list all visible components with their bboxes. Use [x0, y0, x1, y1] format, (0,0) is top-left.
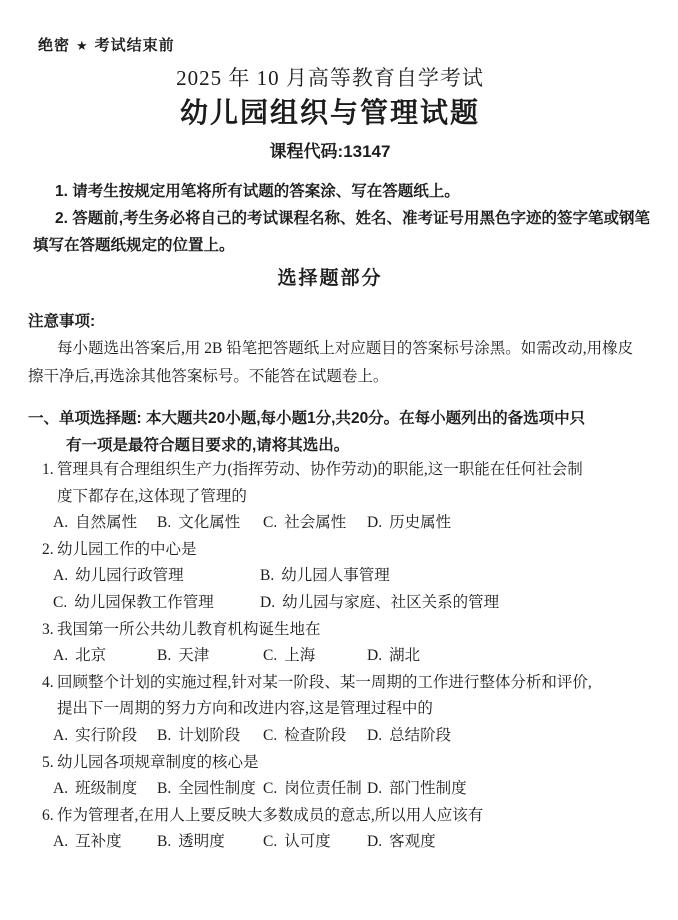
option-letter: B.: [157, 833, 172, 851]
option-text: 天津: [178, 647, 210, 665]
option-text: 幼儿园与家庭、社区关系的管理: [282, 593, 500, 611]
option-letter: A.: [53, 514, 69, 532]
option-text: 幼儿园行政管理: [75, 567, 184, 585]
question-1: [28, 457, 668, 484]
option-text: 湖北: [389, 647, 421, 665]
option-text: 文化属性: [178, 514, 241, 532]
option-d: [367, 776, 467, 803]
question-5: [28, 750, 668, 777]
option-d: [367, 723, 451, 750]
option-text: 岗位责任制: [284, 780, 362, 798]
option-letter: D.: [367, 780, 383, 798]
option-d: [260, 590, 499, 617]
option-b: [260, 563, 390, 590]
question-4: [28, 670, 668, 697]
option-letter: D.: [260, 593, 276, 611]
part-one-heading: [28, 406, 653, 459]
question-text: 幼儿园工作的中心是: [57, 540, 197, 558]
option-letter: A.: [53, 567, 69, 585]
option-letter: A.: [53, 726, 69, 744]
question-3: [28, 617, 668, 644]
option-b: [157, 510, 263, 537]
option-text: 上海: [284, 647, 316, 665]
option-letter: B.: [260, 567, 275, 585]
security-label: 绝密: [38, 37, 71, 54]
question-2: [28, 537, 668, 564]
question-number: 1.: [42, 461, 54, 478]
instruction-line-1: 1. 请考生按规定用笔将所有试题的答案涂、写在答题纸上。: [55, 183, 460, 200]
option-d: [367, 510, 451, 537]
question-1-text-continued: 度下都存在,这体现了管理的: [57, 487, 247, 505]
option-letter: D.: [367, 833, 383, 851]
option-letter: C.: [263, 514, 278, 532]
question-text: 回顾整个计划的实施过程,针对某一阶段、某一周期的工作进行整体分析和评价,: [57, 673, 592, 691]
option-letter: C.: [263, 833, 278, 851]
option-c: [263, 643, 367, 670]
option-a: [53, 563, 260, 590]
question-number: 4.: [42, 673, 54, 691]
question-text: 幼儿园各项规章制度的核心是: [57, 753, 259, 771]
option-d: [367, 643, 420, 670]
option-text: 自然属性: [75, 514, 138, 532]
option-letter: C.: [53, 593, 68, 611]
question-list: [28, 457, 668, 856]
option-text: 部门性制度: [389, 780, 467, 798]
option-letter: C.: [263, 647, 278, 665]
option-text: 计划阶段: [178, 726, 241, 744]
notes-line-2: 擦干净后,再选涂其他答案标号。不能答在试题卷上。: [28, 367, 389, 385]
question-text: 我国第一所公共幼儿教育机构诞生地在: [57, 620, 321, 638]
option-text: 幼儿园保教工作管理: [74, 593, 214, 611]
instruction-line-2: 2. 答题前,考生务必将自己的考试课程名称、姓名、准考证号用黑色字迹的签字笔或钢笔: [55, 210, 651, 227]
part-one-heading-line-2: 有一项是最符合题目要求的,请将其选出。: [66, 436, 350, 454]
option-letter: A.: [53, 780, 69, 798]
question-5-options: [28, 776, 668, 803]
option-a: [53, 723, 157, 750]
option-b: [157, 829, 263, 856]
option-c: [263, 510, 367, 537]
question-6: [28, 803, 668, 830]
option-a: [53, 510, 157, 537]
option-b: [157, 723, 263, 750]
option-letter: B.: [157, 514, 172, 532]
option-letter: C.: [263, 726, 278, 744]
option-letter: D.: [367, 647, 383, 665]
option-letter: A.: [53, 833, 69, 851]
exam-title: 幼儿园组织与管理试题: [179, 97, 480, 128]
option-letter: B.: [157, 647, 172, 665]
question-number: 3.: [42, 620, 54, 638]
option-text: 北京: [75, 647, 107, 665]
option-letter: B.: [157, 780, 172, 798]
question-3-options: [28, 643, 668, 670]
notes-title: 注意事项:: [28, 313, 96, 330]
option-text: 客观度: [389, 833, 436, 851]
notes-line-1: 每小题选出答案后,用 2B 铅笔把答题纸上对应题目的答案标号涂黑。如需改动,用橡皮: [57, 340, 634, 358]
question-text: 管理具有合理组织生产力(指挥劳动、协作劳动)的职能,这一职能在任何社会制: [57, 461, 583, 478]
section-heading: 选择题部分: [277, 268, 383, 289]
star-icon: ★: [76, 38, 89, 53]
exam-session-title: 2025 年 10 月高等教育自学考试: [176, 66, 484, 90]
option-text: 幼儿园人事管理: [281, 567, 390, 585]
question-2-options-row-1: [28, 563, 668, 590]
option-a: [53, 776, 157, 803]
option-c: [263, 776, 367, 803]
option-text: 互补度: [75, 833, 122, 851]
general-instructions: [33, 178, 651, 259]
option-b: [157, 776, 263, 803]
option-letter: D.: [367, 514, 383, 532]
notes-block: [28, 308, 653, 390]
option-text: 班级制度: [75, 780, 138, 798]
option-text: 社会属性: [284, 514, 347, 532]
option-b: [157, 643, 263, 670]
question-number: 2.: [42, 540, 54, 558]
security-banner: [38, 34, 175, 55]
question-2-options-row-2: [28, 590, 668, 617]
option-text: 历史属性: [389, 514, 452, 532]
security-note: 考试结束前: [94, 37, 175, 54]
question-1-options: [28, 510, 668, 537]
option-text: 检查阶段: [284, 726, 347, 744]
option-text: 全园性制度: [178, 780, 256, 798]
question-4-options: [28, 723, 668, 750]
question-number: 5.: [42, 753, 54, 771]
option-letter: D.: [367, 726, 383, 744]
question-number: 6.: [42, 806, 54, 824]
option-letter: A.: [53, 647, 69, 665]
option-letter: B.: [157, 726, 172, 744]
option-letter: C.: [263, 780, 278, 798]
option-text: 认可度: [284, 833, 331, 851]
option-a: [53, 643, 157, 670]
question-text: 作为管理者,在用人上要反映大多数成员的意志,所以用人应该有: [57, 806, 484, 824]
option-c: [263, 723, 367, 750]
option-a: [53, 829, 157, 856]
question-6-options: [28, 829, 668, 856]
option-c: [263, 829, 367, 856]
option-text: 实行阶段: [75, 726, 138, 744]
instruction-line-3: 填写在答题纸规定的位置上。: [33, 237, 235, 254]
option-text: 透明度: [178, 833, 225, 851]
option-text: 总结阶段: [389, 726, 452, 744]
course-code: 课程代码:13147: [269, 142, 391, 161]
question-4-text-continued: 提出下一周期的努力方向和改进内容,这是管理过程中的: [57, 700, 433, 718]
option-c: [53, 590, 260, 617]
option-d: [367, 829, 436, 856]
part-one-heading-line-1: 一、单项选择题: 本大题共20小题,每小题1分,共20分。在每小题列出的备选项中只: [28, 410, 586, 427]
